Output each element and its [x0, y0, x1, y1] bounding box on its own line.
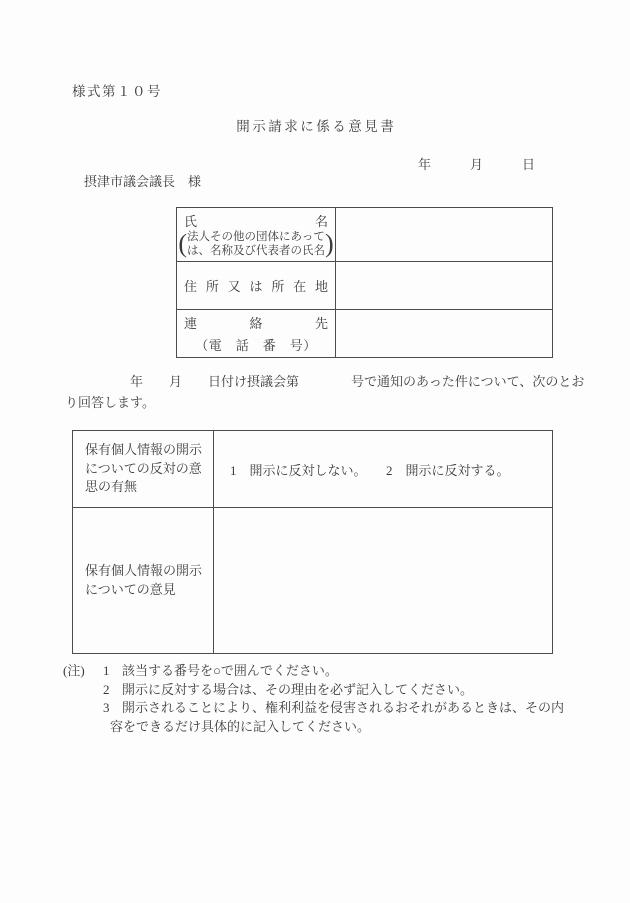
note-text: 該当する番号を○で囲んでください。: [122, 663, 338, 678]
name-note-text: [187, 230, 325, 258]
address-value-cell: [336, 262, 553, 310]
objection-label-cell: 保有個人情報の開示についての反対の意思の有無: [73, 431, 214, 508]
contact-sub-label: （電 話 番 号）: [195, 338, 317, 353]
date-line: 年 月 日: [417, 157, 535, 172]
opinion-table: [72, 430, 553, 654]
contact-label: 連絡先: [184, 316, 328, 331]
note-item: [63, 662, 588, 681]
notes-section: [63, 662, 588, 736]
note-item: [63, 699, 588, 736]
note-number: 1: [103, 663, 110, 678]
note-text: 開示されることにより、権利利益を侵害されるおそれがあるときは、その内容をできるだけ具体的に記入してください。: [110, 700, 565, 734]
page-title: 開示請求に係る意見書: [236, 119, 397, 134]
note-item: [63, 681, 588, 700]
right-bracket-icon: ): [325, 229, 334, 258]
note-number: 3: [103, 700, 110, 716]
name-note: [180, 230, 332, 258]
name-note-line1: 法人その他の団体にあって: [187, 231, 325, 243]
applicant-table: [176, 207, 553, 358]
left-bracket-icon: (: [178, 229, 187, 258]
name-note-line2: は、名称及び代表者の氏名: [187, 245, 325, 257]
contact-label-cell: [177, 310, 336, 358]
opinion-value-cell: [214, 508, 553, 654]
address-label-cell: [177, 262, 336, 310]
name-value-cell: [336, 208, 553, 262]
opinion-label-cell: 保有個人情報の開示についての意見: [73, 508, 214, 654]
form-number: 様式第１０号: [72, 84, 162, 99]
address-label: 住所又は所在地: [184, 279, 328, 294]
name-label-cell: [177, 208, 336, 262]
name-label: 氏名: [184, 214, 328, 229]
note-number: 2: [103, 681, 110, 697]
note-text: 開示に反対する場合は、その理由を必ず記入してください。: [122, 681, 474, 697]
note-marker: (注): [63, 663, 85, 678]
objection-options-cell: 1 開示に反対しない。 2 開示に反対する。: [214, 431, 553, 508]
name-row: [177, 208, 553, 262]
address-row: [177, 262, 553, 310]
contact-row: [177, 310, 553, 358]
opinion-row: [73, 508, 553, 654]
objection-row: [73, 431, 553, 508]
body-paragraph: 年 月 日付け摂議会第 号で通知のあった件について、次のとおり回答します。: [65, 374, 585, 410]
addressee-line: 摂津市議会議長 様: [84, 174, 202, 189]
contact-value-cell: [336, 310, 553, 358]
